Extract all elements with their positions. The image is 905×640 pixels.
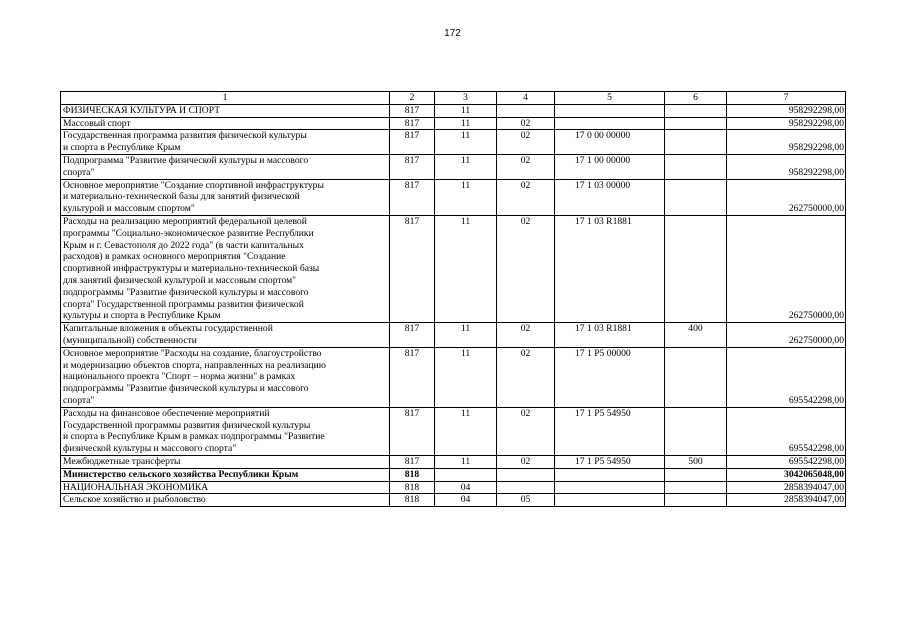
row-name-cell: Министерство сельского хозяйства Республики Крым <box>61 468 390 481</box>
section-code-cell: 11 <box>435 117 497 130</box>
gr-code-cell: 817 <box>390 117 435 130</box>
section-code-cell: 11 <box>435 104 497 117</box>
expense-type-cell <box>665 215 727 322</box>
gr-code-cell: 818 <box>390 494 435 507</box>
subsection-code-cell <box>497 104 555 117</box>
header-row <box>61 92 846 105</box>
section-code-cell: 11 <box>435 455 497 468</box>
row-name-cell: Основное мероприятие "Создание спортивной инфраструктуры и материально-технической базы для занятий физической культурой и массовым спортом" <box>61 179 390 215</box>
gr-code-cell: 817 <box>390 130 435 155</box>
row-name-cell: ФИЗИЧЕСКАЯ КУЛЬТУРА И СПОРТ <box>61 104 390 117</box>
row-name-cell: Межбюджетные трансферты <box>61 455 390 468</box>
amount-cell: 2858394047,00 <box>727 481 846 494</box>
row-name-cell: Расходы на реализацию мероприятий федеральной целевой программы "Социально-экономическое развитие Республики Крым и г. Севастополя до 2022 года" (в части капитальных расходов) в рамках основного мероприятия "Создание спортивной инфраструктуры и материально-технической базы для занятий физической культурой и массовым спортом" подпрограммы "Развитие физической культуры и массового спорта" Государственной программы развития физической культуры и спорта в Республике Крым <box>61 215 390 322</box>
amount-cell: 958292298,00 <box>727 154 846 179</box>
table-row <box>61 481 846 494</box>
target-code-cell <box>555 494 665 507</box>
header-cell: 3 <box>435 92 497 105</box>
expense-type-cell <box>665 407 727 455</box>
subsection-code-cell: 02 <box>497 347 555 407</box>
gr-code-cell: 817 <box>390 323 435 348</box>
table-row <box>61 323 846 348</box>
subsection-code-cell: 02 <box>497 117 555 130</box>
target-code-cell: 17 0 00 00000 <box>555 130 665 155</box>
subsection-code-cell: 02 <box>497 154 555 179</box>
amount-cell: 262750000,00 <box>727 179 846 215</box>
table-row <box>61 179 846 215</box>
amount-cell: 3042065048,00 <box>727 468 846 481</box>
section-code-cell: 11 <box>435 323 497 348</box>
subsection-code-cell: 02 <box>497 130 555 155</box>
section-code-cell: 04 <box>435 481 497 494</box>
expense-type-cell <box>665 104 727 117</box>
amount-cell: 958292298,00 <box>727 117 846 130</box>
table-row <box>61 215 846 322</box>
gr-code-cell: 817 <box>390 347 435 407</box>
section-code-cell: 11 <box>435 154 497 179</box>
target-code-cell: 17 1 03 R1881 <box>555 323 665 348</box>
row-name-cell: Государственная программа развития физической культуры и спорта в Республике Крым <box>61 130 390 155</box>
target-code-cell <box>555 468 665 481</box>
subsection-code-cell: 02 <box>497 407 555 455</box>
gr-code-cell: 818 <box>390 468 435 481</box>
target-code-cell <box>555 481 665 494</box>
gr-code-cell: 818 <box>390 481 435 494</box>
section-code-cell: 11 <box>435 130 497 155</box>
target-code-cell <box>555 104 665 117</box>
expense-type-cell <box>665 481 727 494</box>
gr-code-cell: 817 <box>390 455 435 468</box>
target-code-cell: 17 1 P5 54950 <box>555 455 665 468</box>
table-row <box>61 455 846 468</box>
amount-cell: 262750000,00 <box>727 215 846 322</box>
expense-type-cell <box>665 347 727 407</box>
amount-cell: 958292298,00 <box>727 104 846 117</box>
expense-type-cell: 500 <box>665 455 727 468</box>
section-code-cell: 04 <box>435 494 497 507</box>
gr-code-cell: 817 <box>390 215 435 322</box>
gr-code-cell: 817 <box>390 104 435 117</box>
amount-cell: 2858394047,00 <box>727 494 846 507</box>
header-cell: 5 <box>555 92 665 105</box>
table-row <box>61 494 846 507</box>
gr-code-cell: 817 <box>390 179 435 215</box>
table-row <box>61 117 846 130</box>
expense-type-cell <box>665 154 727 179</box>
row-name-cell: Подпрограмма "Развитие физической культуры и массового спорта" <box>61 154 390 179</box>
page-number: 172 <box>444 28 461 39</box>
target-code-cell: 17 1 P5 54950 <box>555 407 665 455</box>
table-row <box>61 154 846 179</box>
table-row <box>61 407 846 455</box>
gr-code-cell: 817 <box>390 407 435 455</box>
subsection-code-cell <box>497 468 555 481</box>
section-code-cell: 11 <box>435 179 497 215</box>
subsection-code-cell: 02 <box>497 179 555 215</box>
table-row <box>61 104 846 117</box>
expense-type-cell <box>665 468 727 481</box>
amount-cell: 695542298,00 <box>727 407 846 455</box>
amount-cell: 958292298,00 <box>727 130 846 155</box>
amount-cell: 262750000,00 <box>727 323 846 348</box>
header-cell: 6 <box>665 92 727 105</box>
section-code-cell: 11 <box>435 215 497 322</box>
header-cell: 1 <box>61 92 390 105</box>
section-code-cell: 11 <box>435 347 497 407</box>
header-cell: 4 <box>497 92 555 105</box>
row-name-cell: Сельское хозяйство и рыболовство <box>61 494 390 507</box>
budget-table <box>60 91 846 507</box>
amount-cell: 695542298,00 <box>727 455 846 468</box>
subsection-code-cell: 02 <box>497 215 555 322</box>
target-code-cell: 17 1 00 00000 <box>555 154 665 179</box>
target-code-cell: 17 1 03 R1881 <box>555 215 665 322</box>
subsection-code-cell: 02 <box>497 323 555 348</box>
amount-cell: 695542298,00 <box>727 347 846 407</box>
subsection-code-cell <box>497 481 555 494</box>
expense-type-cell: 400 <box>665 323 727 348</box>
header-cell: 7 <box>727 92 846 105</box>
target-code-cell: 17 1 P5 00000 <box>555 347 665 407</box>
section-code-cell: 11 <box>435 407 497 455</box>
row-name-cell: Массовый спорт <box>61 117 390 130</box>
target-code-cell <box>555 117 665 130</box>
subsection-code-cell: 02 <box>497 455 555 468</box>
header-cell: 2 <box>390 92 435 105</box>
expense-type-cell <box>665 179 727 215</box>
row-name-cell: Основное мероприятие "Расходы на создание, благоустройство и модернизацию объектов спорта, направленных на реализацию национального проекта "Спорт – норма жизни" в рамках подпрограммы "Развитие физической культуры и массового спорта" <box>61 347 390 407</box>
table-row <box>61 130 846 155</box>
target-code-cell: 17 1 03 00000 <box>555 179 665 215</box>
table-row <box>61 347 846 407</box>
table-row <box>61 468 846 481</box>
row-name-cell: НАЦИОНАЛЬНАЯ ЭКОНОМИКА <box>61 481 390 494</box>
section-code-cell <box>435 468 497 481</box>
subsection-code-cell: 05 <box>497 494 555 507</box>
row-name-cell: Расходы на финансовое обеспечение мероприятий Государственной программы развития физической культуры и спорта в Республике Крым в рамках подпрограммы "Развитие физической культуры и массового спорта" <box>61 407 390 455</box>
gr-code-cell: 817 <box>390 154 435 179</box>
row-name-cell: Капитальные вложения в объекты государственной (муниципальной) собственности <box>61 323 390 348</box>
expense-type-cell <box>665 494 727 507</box>
expense-type-cell <box>665 117 727 130</box>
expense-type-cell <box>665 130 727 155</box>
